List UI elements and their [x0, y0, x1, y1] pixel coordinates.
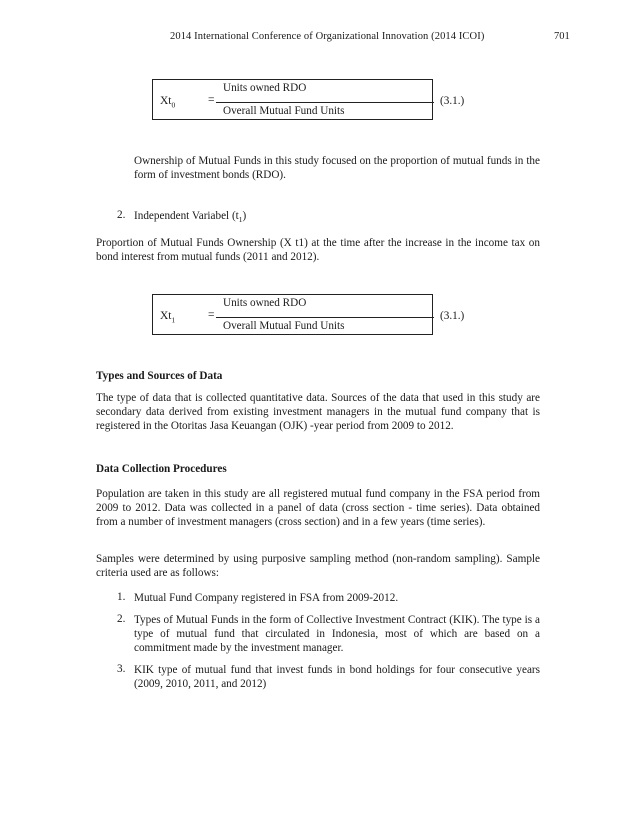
equation-numerator: Units owned RDO: [223, 297, 307, 309]
equation-number-1: (3.1.): [440, 95, 465, 107]
fraction-line: [216, 102, 434, 103]
fraction-line: [216, 317, 434, 318]
list-number: 3.: [117, 663, 126, 675]
running-header: 2014 International Conference of Organizational Innovation (2014 ICOI): [170, 31, 485, 42]
equation-variable: $Xt_0$: [160, 95, 176, 110]
equation-numerator: Units owned RDO: [223, 82, 307, 94]
equation-equals: =: [208, 309, 215, 321]
list-number: 2.: [117, 209, 126, 221]
list-item: Types of Mutual Funds in the form of Collective Investment Contract (KIK). The type is a type of mutual fund that circulated in Indonesia, most of which are based on a commitment made by the investment manager.: [134, 614, 540, 654]
list-number: 2.: [117, 613, 126, 625]
paragraph-population: Population are taken in this study are all registered mutual fund company in the FSA period from 2009 to 2012. Data was collected in a panel of data (cross section - time series). Data obtained from a number of investment managers (cross section) and in a few years (time series).: [96, 488, 540, 528]
equation-denominator: Overall Mutual Fund Units: [223, 105, 345, 117]
section-heading-collection: Data Collection Procedures: [96, 463, 227, 475]
paragraph-types: The type of data that is collected quantitative data. Sources of the data that used in this study are secondary data derived from existing investment managers in the mutual fund company that is registered in the Otoritas Jasa Keuangan (OJK) -year period from 2009 to 2012.: [96, 392, 540, 432]
list-number: 1.: [117, 591, 126, 603]
section-heading-types: Types and Sources of Data: [96, 370, 223, 382]
list-item-independent-variable: Independent Variabel $(t_1)$: [134, 210, 247, 225]
equation-number-2: (3.1.): [440, 310, 465, 322]
equation-denominator: Overall Mutual Fund Units: [223, 320, 345, 332]
equation-equals: =: [208, 94, 215, 106]
list-item: KIK type of mutual fund that invest funds in bond holdings for four consecutive years (2009, 2010, 2011, and 2012): [134, 664, 540, 690]
equation-box-1: [152, 79, 433, 120]
equation-box-2: [152, 294, 433, 335]
list-item: Mutual Fund Company registered in FSA from 2009-2012.: [134, 592, 399, 604]
page-number: 701: [554, 31, 570, 42]
equation-variable: $Xt_1$: [160, 310, 176, 325]
paragraph-ownership: Ownership of Mutual Funds in this study focused on the proportion of mutual funds in the form of investment bonds (RDO).: [134, 155, 540, 181]
paragraph-samples: Samples were determined by using purposive sampling method (non-random sampling). Sample criteria used are as follows:: [96, 553, 540, 579]
paragraph-proportion: Proportion of Mutual Funds Ownership (X t1) at the time after the increase in the income tax on bond interest from mutual funds (2011 and 2012).: [96, 237, 540, 263]
